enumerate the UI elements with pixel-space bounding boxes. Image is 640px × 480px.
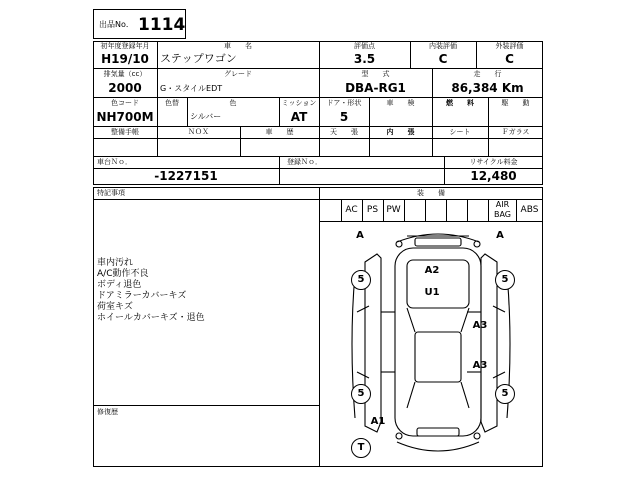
color-label: 色 (229, 99, 237, 107)
fuel-label: 燃 料 (446, 99, 474, 107)
row-divider (93, 405, 319, 406)
interior-grade-label: 内装評価 (429, 42, 457, 50)
recycle-label: リサイクル料金 (469, 158, 518, 166)
color-value: シルバー (190, 112, 222, 121)
damage-mark: A3 (472, 360, 488, 371)
score-label: 評価点 (354, 42, 375, 50)
row-divider (93, 126, 543, 127)
displacement-value: 2000 (108, 81, 142, 95)
mission-value: AT (290, 110, 308, 124)
model-value: DBA-RG1 (345, 81, 406, 95)
doors-label: ドア・形状 (326, 99, 362, 107)
interior-grade-value: C (438, 52, 448, 66)
note-line: ドアミラーカバーキズ (97, 291, 187, 301)
lot-box (93, 9, 186, 39)
damage-mark: A3 (472, 320, 488, 331)
note-line: ホイールカバーキズ・退色 (97, 313, 205, 323)
seat-label: シート (449, 128, 471, 136)
tire-spare: T (351, 438, 371, 458)
drive-label: 駆 動 (501, 99, 530, 107)
color-code-value: NH700M (96, 110, 154, 124)
doors-value: 5 (339, 110, 349, 124)
equipment-airbag: AIR BAG (493, 200, 512, 219)
note-line: ボディ退色 (97, 280, 142, 290)
reg-date-label: 初年度登録年月 (100, 42, 150, 50)
grade-value: G・スタイルEDT (160, 84, 223, 93)
exterior-grade-value: C (505, 52, 514, 66)
note-line: A/C動作不良 (97, 269, 149, 279)
row-divider (93, 68, 543, 69)
notes-label: 特記事項 (97, 189, 125, 197)
col-divider (279, 156, 280, 185)
car-damage-diagram (319, 222, 543, 467)
history-label: 車 歴 (265, 128, 294, 136)
color-code-label: 色コード (111, 99, 139, 107)
exterior-grade-label: 外装評価 (495, 42, 524, 50)
tire-rear-right: 5 (495, 384, 515, 404)
damage-mark: A (496, 230, 504, 241)
recycle-value: 12,480 (470, 169, 517, 183)
chassis-label: 車台Ｎｏ． (97, 158, 132, 166)
col-divider (404, 199, 405, 221)
score-value: 3.5 (353, 52, 376, 66)
tire-front-right: 5 (495, 270, 515, 290)
lot-number: 1114 (138, 15, 186, 35)
roof-lining-label: 天 張 (330, 128, 358, 136)
col-divider (425, 199, 426, 221)
tire-front-left: 5 (351, 270, 371, 290)
reg-date-value: H19/10 (101, 52, 149, 66)
col-divider (446, 199, 447, 221)
chassis-value: -1227151 (154, 169, 218, 183)
damage-mark: A (356, 230, 364, 241)
displacement-label: 排気量（cc） (103, 70, 147, 78)
note-line: 車内汚れ (97, 258, 134, 268)
damage-mark: U1 (424, 287, 440, 298)
inner-lining-label: 内 張 (386, 128, 415, 136)
mission-label: ミッション (281, 99, 317, 107)
manual-label: 整備手帳 (111, 128, 139, 136)
equipment-pw: PW (386, 205, 401, 215)
lot-label: 出品No． (99, 20, 134, 29)
repair-history-label: 修復歴 (97, 408, 118, 416)
car-name-value: ステップワゴン (160, 52, 237, 65)
note-line: 荷室キズ (97, 302, 133, 312)
front-glass-label: Ｆガラス (501, 128, 530, 136)
mileage-label: 走 行 (473, 70, 502, 78)
row-divider (93, 97, 543, 98)
equipment-abs: ABS (520, 205, 539, 215)
equipment-label: 装 備 (417, 189, 445, 197)
model-label: 型 式 (361, 70, 390, 78)
row-divider (93, 199, 543, 200)
mileage-value: 86,384 Km (451, 81, 524, 95)
nox-label: ＮＯＸ (188, 128, 209, 136)
row-divider (93, 138, 543, 139)
equipment-ps: PS (366, 205, 379, 215)
equipment-ac: AC (345, 205, 358, 215)
col-divider (467, 199, 468, 221)
grade-label: グレード (224, 70, 252, 78)
damage-mark: A1 (370, 416, 386, 427)
registration-label: 登録Ｎｏ． (287, 158, 322, 166)
color-change-label: 色替 (165, 99, 179, 107)
inspection-label: 車 検 (386, 99, 415, 107)
row-divider (93, 156, 543, 157)
car-name-label: 車 名 (224, 42, 252, 50)
tire-rear-left: 5 (351, 384, 371, 404)
damage-mark: A2 (424, 265, 440, 276)
